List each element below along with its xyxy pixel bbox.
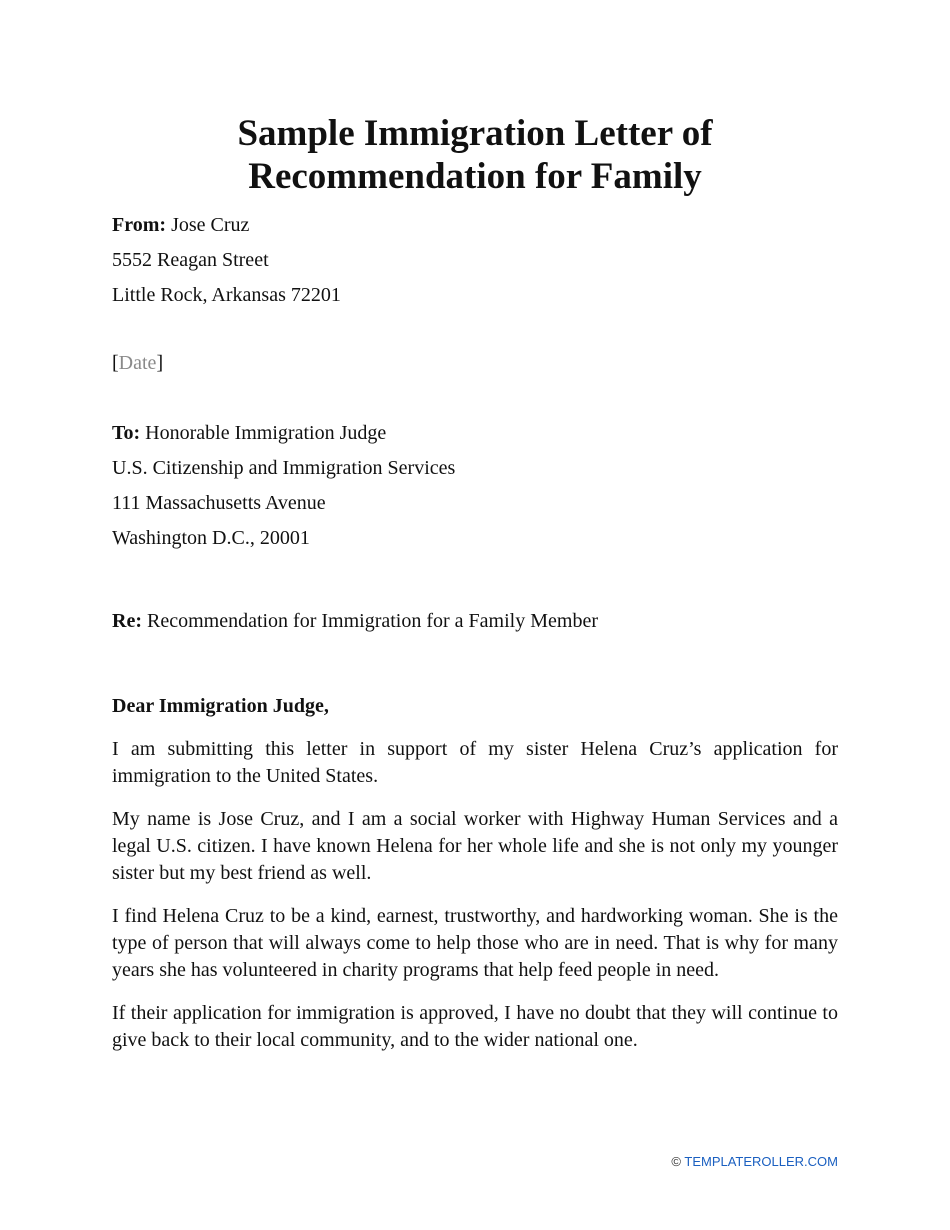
body-paragraph: If their application for immigration is approved, I have no doubt that they will continue to give back to their local community, and to the wider national one. [112, 1002, 838, 1051]
title-line-1: Sample Immigration Letter of [237, 113, 713, 154]
footer-credit [671, 1154, 838, 1170]
to-name: Honorable Immigration Judge [145, 422, 387, 444]
re-text: Recommendation for Immigration for a Family Member [146, 610, 598, 632]
to-org: U.S. Citizenship and Immigration Services [112, 457, 456, 479]
to-line [112, 421, 386, 445]
from-city: Little Rock, Arkansas 72201 [112, 284, 341, 306]
date-line [112, 351, 163, 375]
re-label: Re: [112, 610, 142, 632]
from-label: From: [112, 214, 167, 236]
body-paragraph: I find Helena Cruz to be a kind, earnest, trustworthy, and hardworking woman. She is the type of person that will always come to help those who are in need. That is why for many years she has volunteered in charity programs that help feed people in need. [112, 905, 838, 981]
to-label: To: [112, 422, 141, 444]
templateroller-link[interactable]: TEMPLATEROLLER.COM [684, 1154, 838, 1169]
body-paragraph: My name is Jose Cruz, and I am a social worker with Highway Human Services and a legal U.S. citizen. I have known Helena for her whole life and she is not only my younger sister but my best friend as well. [112, 808, 838, 884]
to-street: 111 Massachusetts Avenue [112, 492, 326, 514]
page-title [0, 112, 950, 198]
to-city: Washington D.C., 20001 [112, 527, 310, 549]
date-placeholder: Date [118, 352, 157, 374]
title-line-2: Recommendation for Family [248, 156, 702, 197]
re-line [112, 609, 598, 633]
from-name: Jose Cruz [171, 214, 250, 236]
date-close-bracket: ] [156, 352, 164, 374]
date-open-bracket: [ [112, 352, 119, 374]
copyright-symbol: © [671, 1154, 681, 1169]
from-line [112, 213, 249, 237]
salutation: Dear Immigration Judge, [112, 695, 329, 717]
body-paragraph: I am submitting this letter in support of my sister Helena Cruz’s application for immigration to the United States. [112, 738, 838, 787]
from-street: 5552 Reagan Street [112, 249, 269, 271]
